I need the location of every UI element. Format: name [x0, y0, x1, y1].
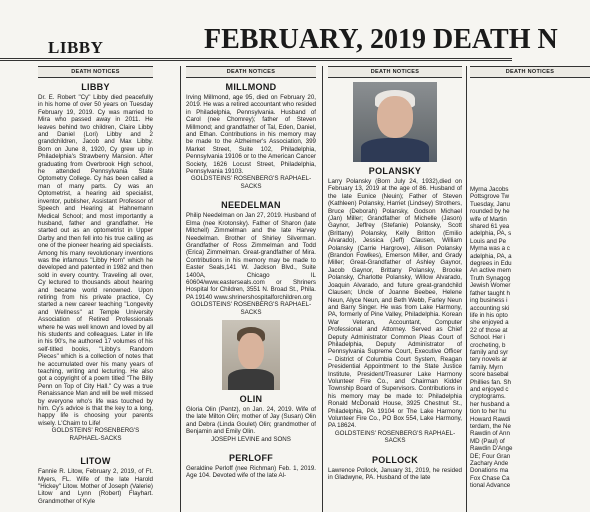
obituary-name: MILLMOND: [225, 82, 277, 92]
section-bar: DEATH NOTICES: [328, 66, 462, 78]
text-line: and enjoyed c: [470, 385, 509, 393]
text-line: adelphia, PA, a: [470, 252, 512, 260]
text-line: family and syr: [470, 348, 509, 356]
text-line: wife of Martin: [470, 215, 507, 223]
obituary-text: Irving Millmond, age 95, died on February 20, 2019. He was a retired accountant who resided in Philadelphia, Pennsylvania. Husband of Carol (nee Chomrey); father of Steven Millmond; and grandfather of Tal, Eden, Daniel, and Ethan. Contributions in his memory may be made to the Alzheimer's Association, 399 Market Street, Suite 102, Philadelphia, Pennsylvania 19106 or to the American Cancer Society, 1626 Locust Street, Philadelphia, Pennsylvania 19103.: [186, 94, 316, 176]
text-line: DE; Four Gran: [470, 452, 511, 460]
text-line: she enjoyed a: [470, 319, 509, 327]
text-line: adelphia, PA, s: [470, 230, 512, 238]
text-line: Rawdin of Ann: [470, 430, 510, 438]
text-line: Jewish Womer: [470, 282, 511, 290]
text-line: terdam, the Ne: [470, 423, 511, 430]
text-line: Truth Synagog: [470, 274, 511, 282]
text-line: Howard Rawdi: [470, 415, 511, 423]
text-line: Rawdin D'Ange: [470, 445, 513, 453]
text-line: life in his opto: [470, 311, 508, 319]
text-line: degrees in Edu: [470, 260, 512, 268]
funeral-home: GOLDSTEINS' ROSENBERG'S RAPHAEL-SACKS: [190, 301, 312, 316]
column-2: [186, 66, 316, 512]
text-line: Zachary Ande: [470, 460, 509, 468]
text-line: father taught h: [470, 289, 510, 297]
column-4: [470, 66, 555, 512]
obituary-text: Gloria Olin (Pentz), on Jan. 24, 2019. Wife of the late Milton Olin; mother of Jay (Susan) Olin and Debra (Linda Goulet) Olin; grandmother of Benjamin and Emily Olin.: [186, 405, 316, 436]
text-line: Tuesday, Janu: [470, 200, 510, 208]
page-header-left: LIBBY: [48, 38, 104, 57]
section-bar: DEATH NOTICES: [470, 66, 590, 78]
funeral-home: GOLDSTEINS' ROSENBERG'S RAPHAEL-SACKS: [334, 429, 456, 445]
text-line: Donations ma: [470, 467, 509, 475]
text-line: MD (Paul) of: [470, 437, 505, 445]
section-bar: DEATH NOTICES: [186, 66, 316, 78]
obituary-name: PERLOFF: [228, 453, 274, 463]
funeral-home: GOLDSTEINS' ROSENBERG'S RAPHAEL-SACKS: [190, 175, 312, 190]
obituary-text: Fannie R. Litow, February 2, 2019, of Ft. Myers, FL. Wife of the late Harold "Hickey" Litow. Mother of Joseph (Valerie) Litow and Lynn (Robert) Flayhart. Grandmother of Kyle: [38, 468, 153, 505]
text-line: Myrna Jacobs: [470, 186, 509, 193]
text-line: 22 of those at: [470, 326, 508, 334]
text-line: crocheting, b: [470, 341, 506, 349]
text-line: score basebal: [470, 371, 509, 379]
text-line: Myrna was a c: [470, 245, 510, 253]
column-divider: [180, 66, 181, 512]
obituary-text: Geraldine Perloff (nee Richman) Feb. 1, 2019. Age 104. Devoted wife of the late Al-: [186, 465, 316, 480]
header-rule: [0, 58, 512, 59]
text-line: School. Her i: [470, 334, 506, 342]
obituary-name: POLLOCK: [371, 454, 419, 465]
text-line: her husband a: [470, 400, 510, 408]
text-line: Phillies fan. Sh: [470, 378, 511, 386]
text-line: family. Myrn: [470, 363, 503, 371]
funeral-home: GOLDSTEINS' ROSENBERG'S RAPHAEL-SACKS: [51, 427, 140, 442]
text-line: cryptograms.: [470, 393, 506, 401]
column-1: [38, 66, 153, 512]
obituary-text: Philip Needelman on Jan 27, 2019. Husband of Elma (nee Krotonsky). Father of Sharon (late Mitchell) Zimmelman and the late Harvey Needelman. Brother of Shirley Silverman. Grandfather of Ross Zimmelman and Todd (Erica) Zimmelman. Great-grandfather of Mira. Contributions in his memory may be made to Easter Seals,141 W. Jackson Blvd., Suite 1400A, Chicago IL 60604/www.easterseals.com or Shriners Hospital for Children, 3551 N. Broad St., Phila. PA 19140 www.shrinershospitalforchildren.org: [186, 212, 316, 301]
obituary-name: OLIN: [239, 393, 263, 404]
funeral-home: JOSEPH LEVINE and SONS: [211, 435, 291, 443]
column-divider: [322, 66, 323, 512]
page-header-title: FEBRUARY, 2019 DEATH N: [204, 24, 558, 55]
section-bar: DEATH NOTICES: [38, 66, 153, 78]
text-line: rounded by he: [470, 208, 510, 216]
obituary-photo: [353, 82, 437, 162]
column-3: [328, 66, 462, 512]
obituary-text: [470, 186, 512, 490]
text-line: tery novels ar: [470, 356, 508, 364]
obituary-name: LITOW: [80, 456, 111, 467]
text-line: Louis and Pe: [470, 237, 507, 245]
obituary-text: Larry Polansky (Born July 24, 1932),died on February 13, 2019 at the age of 86. Husband of the late Eunice (Neuin); Father of Steven (Kathleen) Polansky, Harriet (Lindsey) Strothers, Bruce (Deborah) Polansky, Godson Michael (Jan) Miller; Grandfather of Michelle (Jason) Gaynor, Jeffrey (Stefanie) Polansky, Scott (Brittany) Polansky, Kelly Britton (Emilio Alvarado), Jessica (Jeff) Clausen, William Polansky (Carrie Hargrove), Allison Polansky (Brandon Fowlkes), Emerson Miller, and Grady Miller; Great-Grandfather of Ashley Gaynor, Jacob Gaynor, Brittany Polansky, Brooke Polansky, Charlotte Polansky, Willow Alvarado, Joaquin Alvarado, and future great-grandchild Clausen; Uncle of Joanne Beebee, Helene Neun, Alyce Neun, and Beth Webb, Farley Neun and Barry Singer. He was from Lake Harmony, PA, formerly of Pine Valley, Philadelphia. Korean War Veteran, Accountant, Computer Professional and Attorney. Served as Chief Deputy Administrator Common Pleas Court of Philadelphia, Deputy Administrator of Pennsylvania Supreme Court, Executive Officer – District of Columbia Court System, Reagan Presidential Appointment to the State Justice Institute, President/Treasurer Lake Harmony Volunteer Fire Co., and Chairman Kidder Township Board of Supervisors. Contributions in his memory may be made to: Philadelphia Ronald McDonald House, 3925 Chestnut St., Philadelphia, PA 19104 or The Lake Harmony Volunteer Fire Co., PO Box 554, Lake Harmony, PA 18624.: [328, 178, 462, 430]
obituary-name: NEEDELMAN: [221, 200, 281, 211]
text-line: ing business i: [470, 297, 508, 305]
obituary-name: LIBBY: [81, 82, 110, 92]
obituary-photo: [222, 320, 280, 390]
text-line: accounting ski: [470, 304, 510, 312]
text-line: tional Advance: [470, 482, 511, 490]
obituary-text: Lawrence Pollock, January 31, 2019, he resided in Gladwyne, PA. Husband of the late: [328, 466, 462, 482]
column-divider: [466, 66, 467, 512]
header-rule-2: [0, 60, 512, 61]
obituary-text: Dr. E. Robert "Cy" Libby died peacefully in his home of over 50 years on Tuesday February 19, 2019. Cy was married to Mira who passed away in 2011. He leaves behind two children, Claire Libby and Daniel (Lori) Libby and 2 grandchildren, Jacob and Max Libby. Born on June 8, 1920, Cy grew up in Philadelphia's Strawberry Mansion. After graduating from Overbrook High school, he attended Pennsylvania State Optometry College. Cy has been called a man of many parts. Cy was an Optometrist, a hearing aid specialist, inventor, publisher, Assistant Professor of Speech and Hearing at Hahnemann Medical School; and most importantly a husband, father and grandfather. He started out as an optometrist in Upper Darby and then fell into his true calling as one of the pioneer hearing aid specialists. Among his many revolutionary inventions was the infamous "Libby Horn" which he developed and patented in 1982 and then sold in every country. Traveling all over, Cy lectured to thousands about hearing and became world renowned. Upon retiring from his private practice, Cy started a new career teaching "Longevity and Wellness" at Temple University Association of Retired Professionals where he was well known and loved by all his students and colleagues. Later in life in his 90's, he authored 17 volumes of his self-titled books, "Libby's Random Pieces" which is a collection of notes that he accumulated over his many years of teaching, writing and lecturing. He also got a copyright of a poem titled "The Billy Penn on Top of City Hall." Cy was a true Renaissance Man and will be well missed by everyone who's life was touched by him. Cy's advice is that the key to a long, happy life is choosing your parents wisely. L'Chaim to Life!: [38, 94, 153, 427]
text-line: tion to her hu: [470, 408, 507, 416]
text-line: Fox Chase Ca: [470, 474, 510, 482]
text-line: An active mem: [470, 267, 511, 275]
text-line: Pottsgrove Tw: [470, 193, 510, 201]
obituary-name: POLANSKY: [368, 166, 422, 176]
text-line: shared 61 yea: [470, 223, 510, 231]
